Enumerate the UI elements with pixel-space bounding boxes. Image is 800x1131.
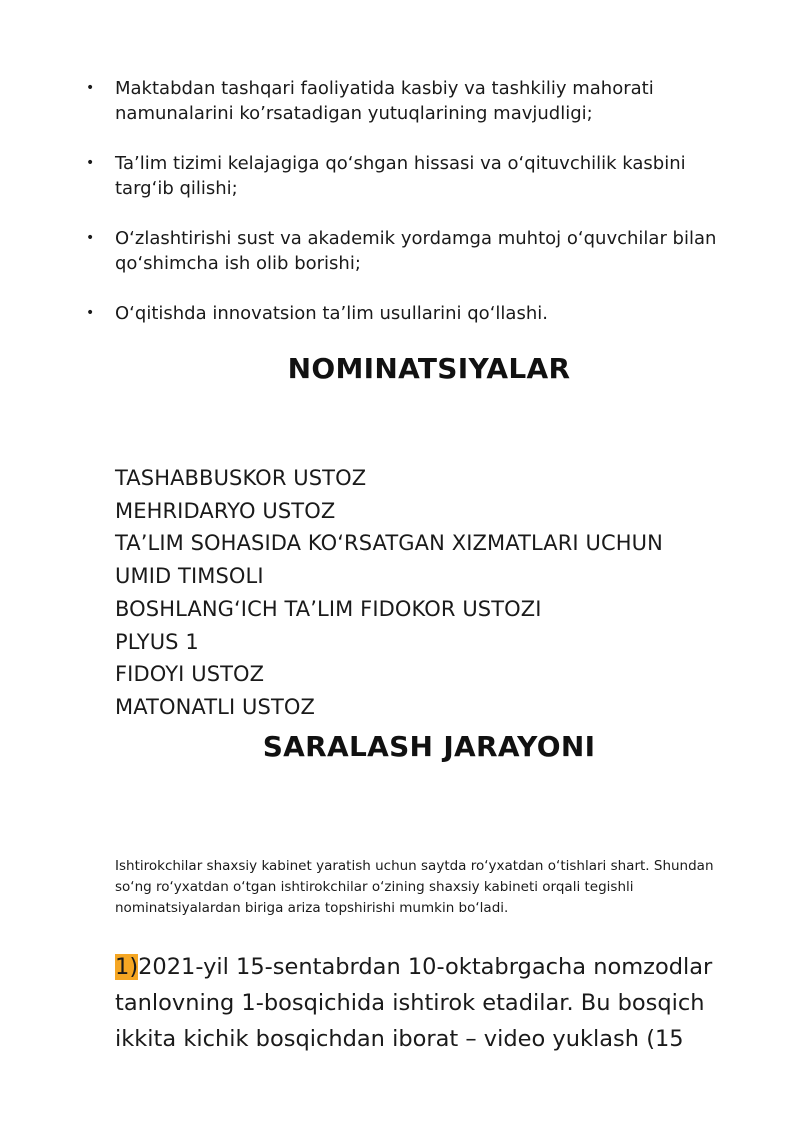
bullet-dot-icon: •	[86, 305, 95, 321]
selection-step-paragraph	[115, 949, 755, 1057]
nomination-item: MATONATLI USTOZ	[115, 694, 315, 719]
step-text: 2021-yil 15-sentabrdan 10-oktabrgacha nomzodlar tanlovning 1-bosqichida ishtirok etadilar. Bu bosqich ikkita kichik bosqichdan iborat – video yuklash (15	[115, 953, 713, 1052]
criteria-bullet-text: O‘zlashtirishi sust va akademik yordamga muhtoj o‘quvchilar bilan qo‘shimcha ish olib borishi;	[115, 228, 717, 274]
criteria-bullet-item	[86, 76, 746, 126]
nomination-item: PLYUS 1	[115, 629, 199, 654]
criteria-bullet-item	[86, 301, 746, 326]
nomination-item: TASHABBUSKOR USTOZ	[115, 466, 367, 490]
criteria-bullet-item	[86, 226, 746, 276]
nominations-heading: NOMINATSIYALAR	[287, 352, 571, 385]
nominations-list	[115, 462, 663, 724]
nomination-item: FIDOYI USTOZ	[115, 662, 265, 687]
criteria-bullet-text: Maktabdan tashqari faoliyatida kasbiy va tashkiliy mahorati namunalarini ko’rsatadigan yutuqlarining mavjudligi;	[115, 78, 654, 124]
criteria-bullet-text: Ta’lim tizimi kelajagiga qo‘shgan hissasi va o‘qituvchilik kasbini targ‘ib qilishi;	[115, 153, 686, 199]
bullet-dot-icon: •	[86, 230, 95, 246]
selection-heading: SARALASH JARAYONI	[262, 730, 596, 763]
nomination-item: BOSHLANG‘ICH TA’LIM FIDOKOR USTOZI	[115, 596, 542, 621]
bullet-dot-icon: •	[86, 155, 95, 171]
criteria-bullet-item	[86, 151, 746, 201]
criteria-bullet-list	[86, 76, 746, 351]
selection-intro-paragraph: Ishtirokchilar shaxsiy kabinet yaratish uchun saytda ro‘yxatdan o‘tishlari shart. Shundan so‘ng ro‘yxatdan o‘tgan ishtirokchilar o‘zining shaxsiy kabineti orqali tegishli nominatsiyalardan biriga ariza topshirishi mumkin bo‘ladi.	[115, 857, 714, 916]
step-number-highlight: 1)	[115, 953, 139, 980]
nomination-item: UMID TIMSOLI	[115, 564, 264, 589]
criteria-bullet-text: O‘qitishda innovatsion ta’lim usullarini qo‘llashi.	[115, 303, 548, 324]
nomination-item: MEHRIDARYO USTOZ	[115, 498, 336, 523]
bullet-dot-icon: •	[86, 80, 95, 96]
nomination-item: TA’LIM SOHASIDA KO‘RSATGAN XIZMATLARI UCHUN	[115, 531, 663, 556]
